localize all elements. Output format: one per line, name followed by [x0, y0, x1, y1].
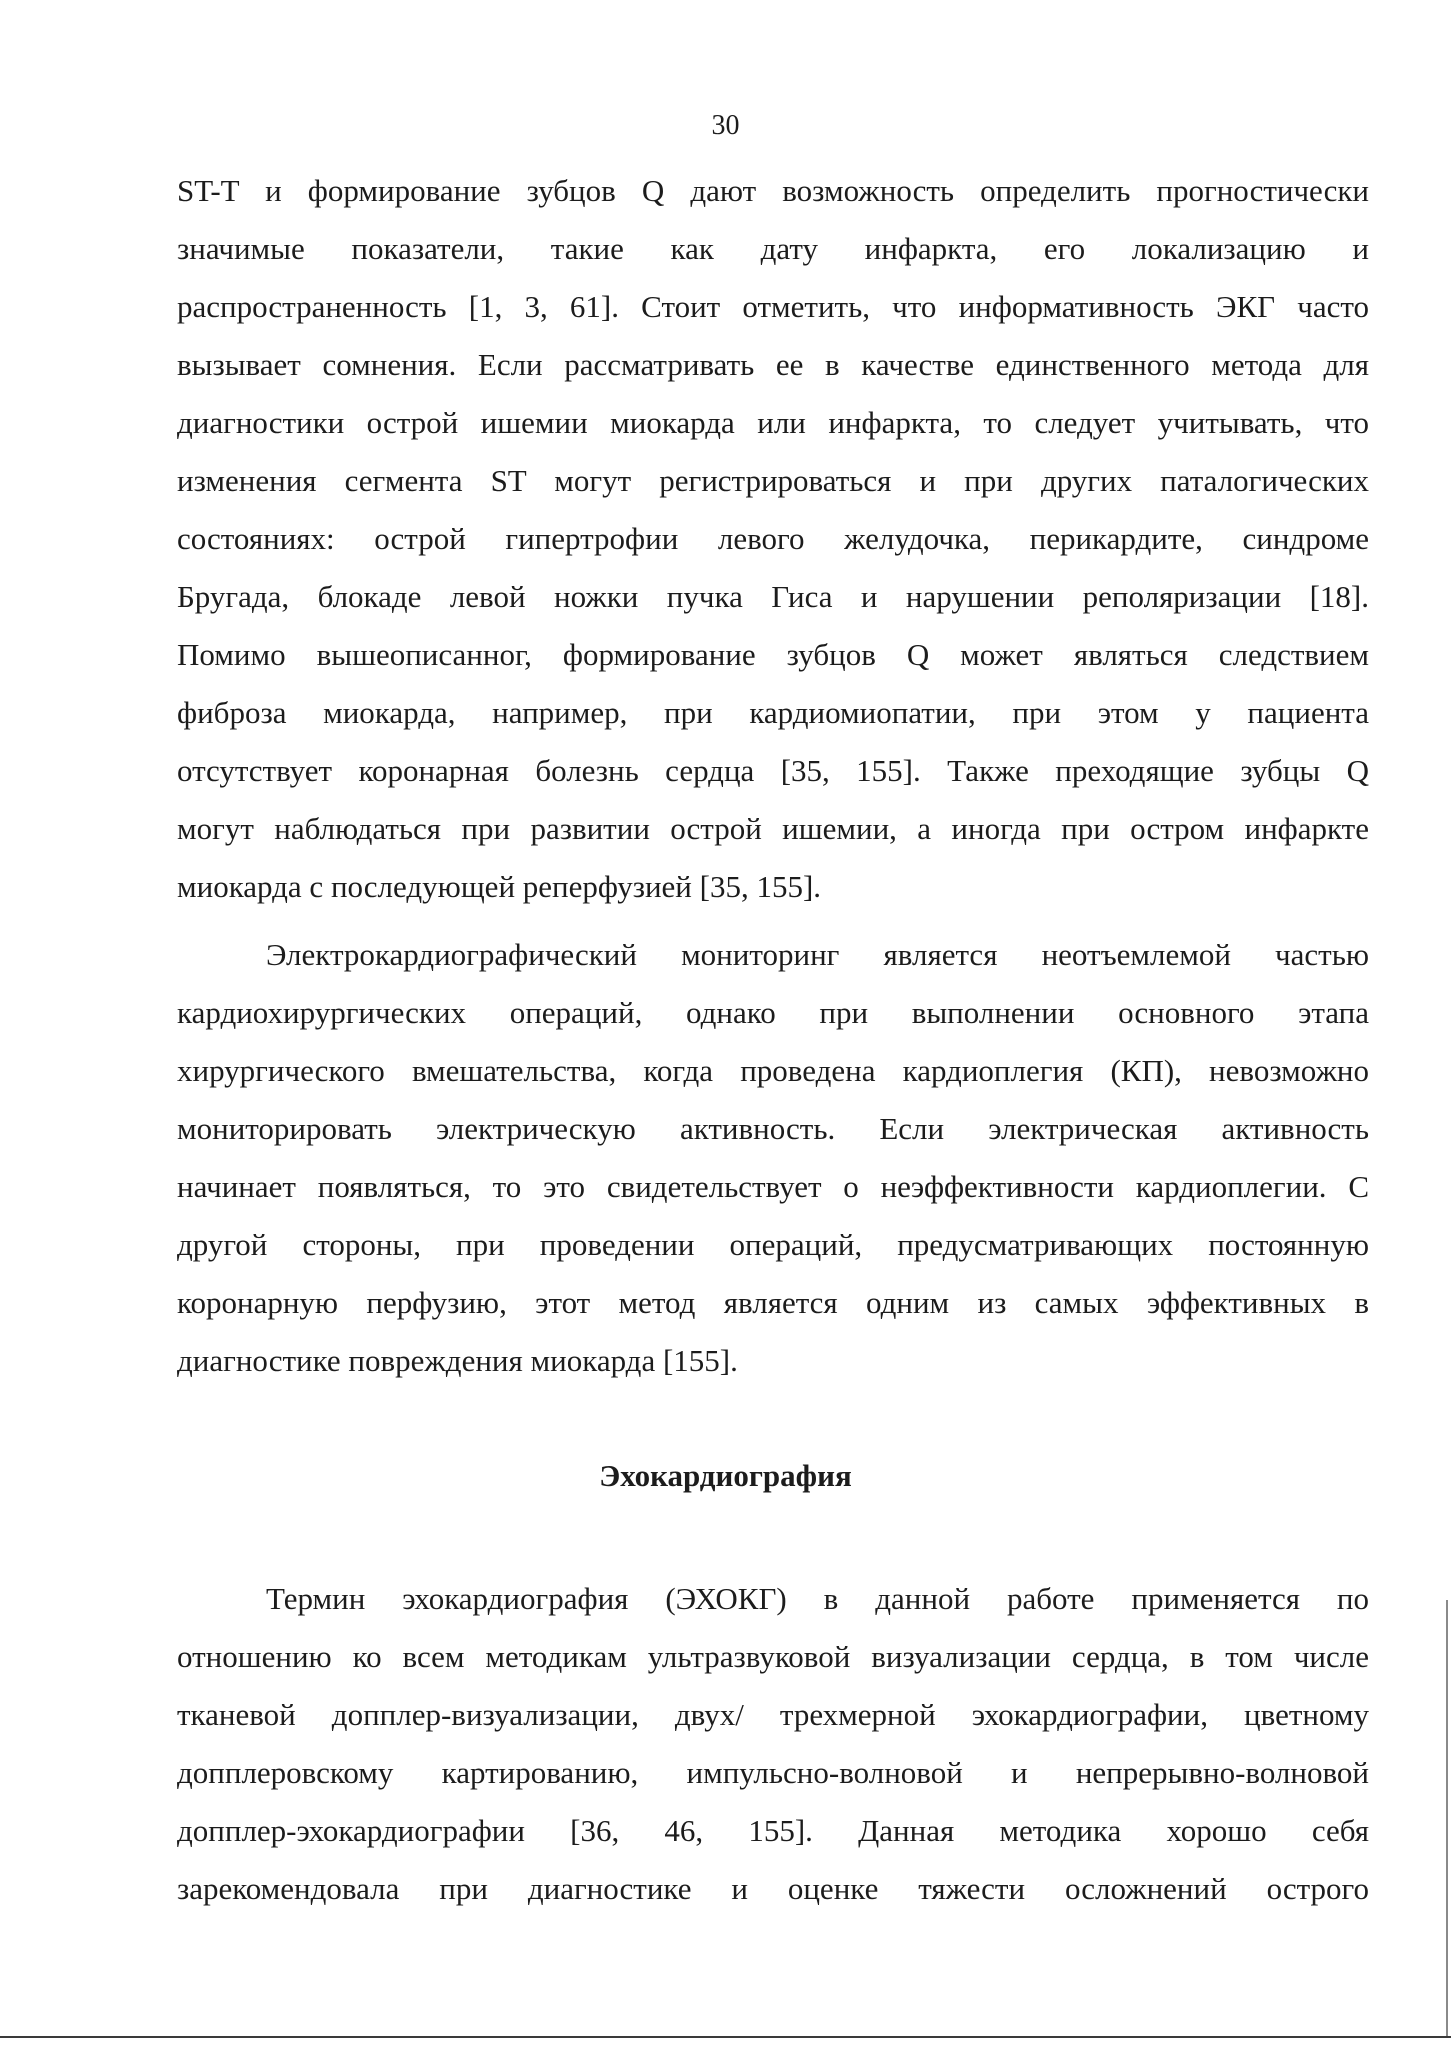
text-line: Бругада, блокаде левой ножки пучка Гиса и нарушении реполяризации [18].	[177, 579, 1369, 614]
text-line: Помимо вышеописанног, формирование зубцов Q может являться следствием	[177, 637, 1369, 672]
text-line: изменения сегмента ST могут регистрироваться и при других паталогических	[177, 463, 1369, 498]
text-line: допплеровскому картированию, импульсно-волновой и непрерывно-волновой	[177, 1755, 1369, 1790]
section-heading: Эхокардиография	[599, 1458, 852, 1493]
text-line: мониторировать электрическую активность. Если электрическая активность	[177, 1111, 1369, 1146]
text-line: значимые показатели, такие как дату инфаркта, его локализацию и	[177, 231, 1369, 266]
text-line: состояниях: острой гипертрофии левого желудочка, перикардите, синдроме	[177, 521, 1369, 556]
text-line: миокарда с последующей реперфузией [35, 155].	[177, 869, 822, 904]
text-line: Электрокардиографический мониторинг является неотъемлемой частью	[266, 937, 1369, 972]
text-line: отсутствует коронарная болезнь сердца [35, 155]. Также преходящие зубцы Q	[177, 753, 1369, 788]
scan-edge-right	[1446, 1600, 1448, 2036]
text-line: диагностике повреждения миокарда [155].	[177, 1343, 738, 1378]
text-line: распространенность [1, 3, 61]. Стоит отметить, что информативность ЭКГ часто	[177, 289, 1369, 324]
text-line: вызывает сомнения. Если рассматривать ее в качестве единственного метода для	[177, 347, 1369, 382]
text-line: зарекомендовала при диагностике и оценке тяжести осложнений острого	[177, 1871, 1369, 1906]
page-number: 30	[711, 110, 740, 141]
text-line: начинает появляться, то это свидетельствует о неэффективности кардиоплегии. С	[177, 1169, 1369, 1204]
text-line: Термин эхокардиография (ЭХОКГ) в данной работе применяется по	[266, 1581, 1369, 1616]
text-line: хирургического вмешательства, когда проведена кардиоплегия (КП), невозможно	[177, 1053, 1369, 1088]
paragraph-1	[177, 162, 1369, 916]
text-line: допплер-эхокардиографии [36, 46, 155]. Данная методика хорошо себя	[177, 1813, 1369, 1848]
text-line: могут наблюдаться при развитии острой ишемии, а иногда при остром инфаркте	[177, 811, 1369, 846]
text-line: отношению ко всем методикам ультразвуковой визуализации сердца, в том числе	[177, 1639, 1369, 1674]
text-line: другой стороны, при проведении операций, предусматривающих постоянную	[177, 1227, 1369, 1262]
paragraph-2	[177, 926, 1369, 1390]
text-line: диагностики острой ишемии миокарда или инфаркта, то следует учитывать, что	[177, 405, 1369, 440]
text-line: ST-T и формирование зубцов Q дают возможность определить прогностически	[177, 173, 1369, 208]
text-line: кардиохирургических операций, однако при выполнении основного этапа	[177, 995, 1369, 1030]
text-line: коронарную перфузию, этот метод является одним из самых эффективных в	[177, 1285, 1369, 1320]
text-line: фиброза миокарда, например, при кардиомиопатии, при этом у пациента	[177, 695, 1369, 730]
paragraph-3	[177, 1570, 1369, 1918]
scan-edge-bottom	[0, 2036, 1451, 2038]
text-line: тканевой допплер-визуализации, двух/ трехмерной эхокардиографии, цветному	[177, 1697, 1369, 1732]
